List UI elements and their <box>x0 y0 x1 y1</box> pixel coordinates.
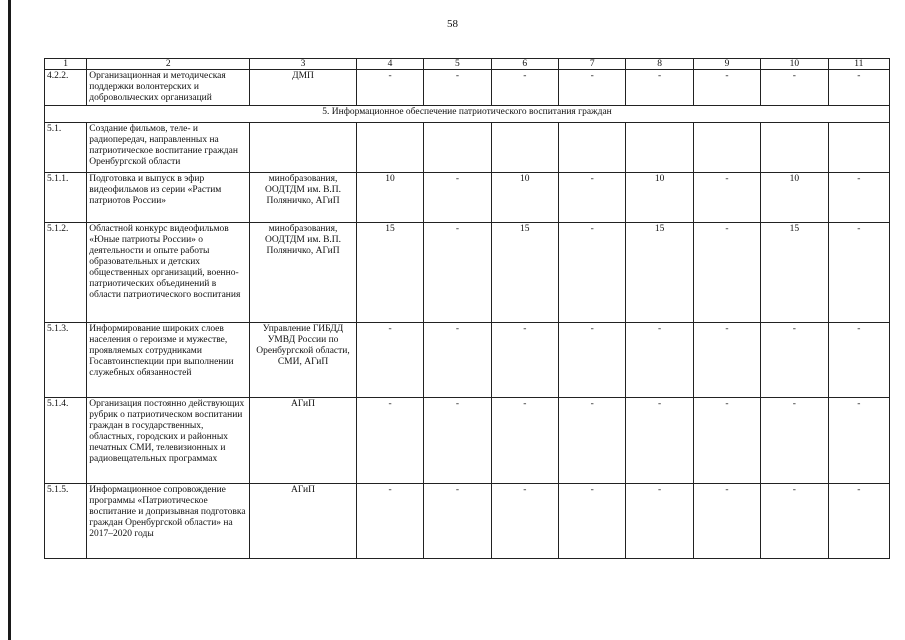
column-number: 1 <box>45 59 87 70</box>
column-number: 2 <box>87 59 250 70</box>
column-number: 6 <box>491 59 558 70</box>
funding-value: 15 <box>761 223 828 323</box>
item-executor: АГиП <box>250 398 357 484</box>
item-name: Информационное сопровождение программы «Патриотическое воспитание и допризывная подготовка граждан Оренбургской области» на 2017–2020 годы <box>87 484 250 559</box>
column-number: 3 <box>250 59 357 70</box>
funding-value <box>828 123 889 173</box>
item-executor: АГиП <box>250 484 357 559</box>
funding-value: - <box>828 70 889 106</box>
funding-value: - <box>424 70 491 106</box>
funding-value <box>356 123 423 173</box>
item-name: Создание фильмов, теле- и радиопередач, направленных на патриотическое воспитание граждан Оренбургской области <box>87 123 250 173</box>
funding-value: - <box>761 484 828 559</box>
funding-value <box>626 123 693 173</box>
funding-value: - <box>356 323 423 398</box>
funding-value: 15 <box>626 223 693 323</box>
section-row <box>45 106 890 123</box>
funding-value: - <box>693 70 760 106</box>
item-number: 5.1. <box>45 123 87 173</box>
funding-value: - <box>626 70 693 106</box>
column-number: 9 <box>693 59 760 70</box>
funding-value: - <box>356 484 423 559</box>
item-executor: минобразования, ООДТДМ им. В.П. Поляничко, АГиП <box>250 223 357 323</box>
table-row <box>45 70 890 106</box>
funding-value: - <box>828 323 889 398</box>
table-row <box>45 173 890 223</box>
funding-value: 10 <box>626 173 693 223</box>
item-number: 4.2.2. <box>45 70 87 106</box>
funding-value: - <box>491 398 558 484</box>
item-executor <box>250 123 357 173</box>
funding-value: - <box>559 484 626 559</box>
funding-value: 15 <box>356 223 423 323</box>
scan-edge-line <box>8 0 11 640</box>
funding-value: - <box>356 70 423 106</box>
table-row <box>45 123 890 173</box>
funding-value: - <box>559 223 626 323</box>
column-number: 5 <box>424 59 491 70</box>
item-number: 5.1.3. <box>45 323 87 398</box>
funding-value: - <box>828 173 889 223</box>
funding-value: - <box>491 70 558 106</box>
funding-value <box>559 123 626 173</box>
funding-value: - <box>693 173 760 223</box>
funding-value: - <box>491 484 558 559</box>
funding-value: - <box>693 484 760 559</box>
item-number: 5.1.4. <box>45 398 87 484</box>
funding-value: - <box>559 70 626 106</box>
column-number: 10 <box>761 59 828 70</box>
table-row <box>45 484 890 559</box>
funding-value: - <box>626 484 693 559</box>
funding-value: - <box>559 323 626 398</box>
item-number: 5.1.5. <box>45 484 87 559</box>
funding-value: - <box>828 398 889 484</box>
funding-value: - <box>828 223 889 323</box>
item-executor: Управление ГИБДД УМВД России по Оренбургской области, СМИ, АГиП <box>250 323 357 398</box>
funding-value: - <box>559 398 626 484</box>
item-executor: минобразования, ООДТДМ им. В.П. Поляничко, АГиП <box>250 173 357 223</box>
funding-value: - <box>559 173 626 223</box>
funding-value: - <box>424 173 491 223</box>
column-number-row <box>45 59 890 70</box>
item-name: Подготовка и выпуск в эфир видеофильмов из серии «Растим патриотов России» <box>87 173 250 223</box>
funding-value: - <box>761 323 828 398</box>
funding-value: - <box>356 398 423 484</box>
program-table <box>44 58 890 559</box>
funding-value: - <box>424 398 491 484</box>
table-row <box>45 323 890 398</box>
funding-value: - <box>828 484 889 559</box>
column-number: 7 <box>559 59 626 70</box>
funding-value: - <box>491 323 558 398</box>
funding-value: - <box>761 70 828 106</box>
item-number: 5.1.2. <box>45 223 87 323</box>
funding-value: 15 <box>491 223 558 323</box>
funding-value: 10 <box>491 173 558 223</box>
funding-value <box>693 123 760 173</box>
funding-value: - <box>693 323 760 398</box>
funding-value: 10 <box>761 173 828 223</box>
funding-value: - <box>626 323 693 398</box>
table-row <box>45 223 890 323</box>
item-name: Организационная и методическая поддержки волонтерских и добровольческих организаций <box>87 70 250 106</box>
funding-value: - <box>693 398 760 484</box>
item-name: Информирование широких слоев населения о героизме и мужестве, проявляемых сотрудниками Госавтоинспекции при выполнении служебных обязанностей <box>87 323 250 398</box>
funding-value: - <box>424 323 491 398</box>
item-executor: ДМП <box>250 70 357 106</box>
funding-value: - <box>424 223 491 323</box>
section-title: 5. Информационное обеспечение патриотического воспитания граждан <box>45 106 890 123</box>
funding-value: 10 <box>356 173 423 223</box>
funding-value <box>424 123 491 173</box>
table-row <box>45 398 890 484</box>
funding-value: - <box>626 398 693 484</box>
item-name: Областной конкурс видеофильмов «Юные патриоты России» о деятельности и опыте работы образовательных и детских общественных организаций, военно-патриотических объединений в области патриотического воспитания <box>87 223 250 323</box>
column-number: 8 <box>626 59 693 70</box>
funding-value <box>491 123 558 173</box>
item-name: Организация постоянно действующих рубрик о патриотическом воспитании граждан в государственных, областных, городских и районных печатных СМИ, телевизионных и радиовещательных программах <box>87 398 250 484</box>
column-number: 11 <box>828 59 889 70</box>
item-number: 5.1.1. <box>45 173 87 223</box>
funding-value: - <box>424 484 491 559</box>
funding-value: - <box>761 398 828 484</box>
funding-value <box>761 123 828 173</box>
funding-value: - <box>693 223 760 323</box>
page-number: 58 <box>447 18 458 30</box>
column-number: 4 <box>356 59 423 70</box>
